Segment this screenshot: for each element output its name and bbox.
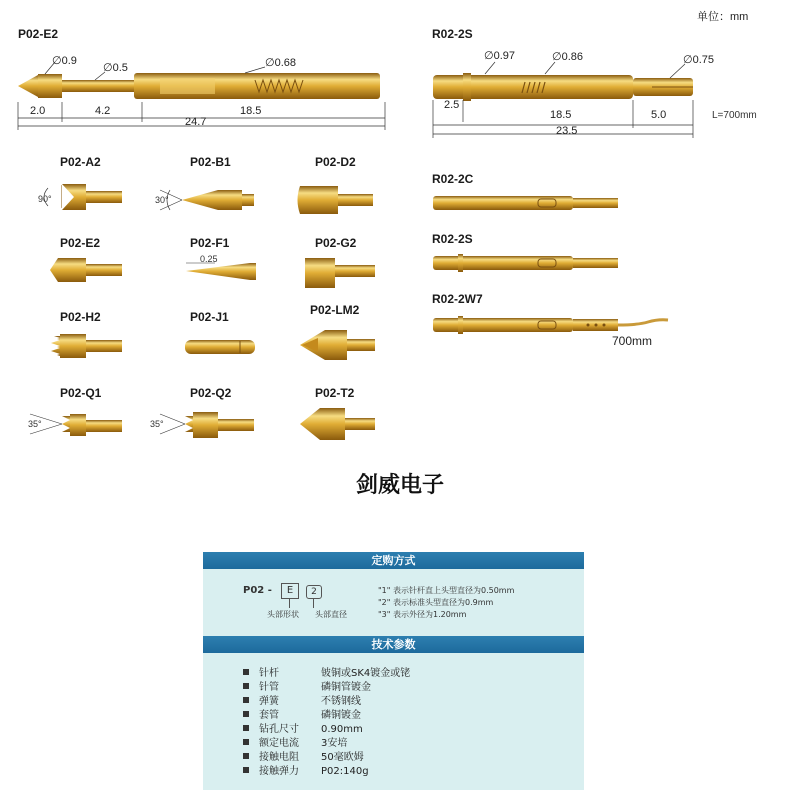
order-prefix: P02 - [243,585,272,596]
spec-row [243,762,369,776]
brand-title: 剑威电子 [355,473,444,498]
tip-b1-drawing [160,190,254,210]
spec-value: 3安培 [321,738,348,749]
spec-key: 钻孔尺寸 [259,724,299,735]
tip-label-d2: P02-D2 [315,155,356,169]
spec-value: 不锈钢线 [321,696,361,707]
spec-row [243,734,347,748]
tip-angle-b1: 30° [155,195,169,205]
wire-note: 700mm [612,334,653,348]
r02-2w7-drawing [433,316,668,334]
main-probe-title: P02-E2 [18,27,59,41]
receptacle-len-a: 2.5 [444,99,460,111]
spec-key: 针管 [259,682,279,693]
bullet-icon [243,739,249,745]
spec-value: 磷铜镀金 [321,710,361,721]
spec-key: 针杆 [259,668,279,679]
receptacle-len-b: 18.5 [550,109,572,121]
tip-label-j1: P02-J1 [190,310,229,324]
spec-key: 额定电流 [259,738,299,749]
order-note-3: "3" 表示外径为1.20mm [378,610,467,619]
tip-label-t2: P02-T2 [315,386,355,400]
spec-key: 接触弹力 [259,766,299,777]
tip-label-q1: P02-Q1 [60,386,102,400]
receptacle-label-2s: R02-2S [432,232,473,246]
order-note-2: "2" 表示标准头型直径为0.9mm [378,598,494,607]
tip-angle-f1: 0.25 [200,254,218,264]
tip-label-q2: P02-Q2 [190,386,232,400]
bullet-icon [243,697,249,703]
receptacle-label-2c: R02-2C [432,172,474,186]
len-a-label: 2.0 [30,105,46,117]
receptacle-dia-c: ∅0.75 [683,54,714,66]
len-b-label: 4.2 [95,105,111,117]
unit-label: 单位：mm [697,11,749,23]
bullet-icon [243,725,249,731]
receptacle-dia-a: ∅0.97 [484,50,515,62]
order-code-letter: E [281,583,299,599]
tip-h2-drawing [48,334,122,358]
dia-tip-label: ∅0.9 [52,55,77,67]
len-c-label: 18.5 [240,105,262,117]
spec-key: 套管 [259,710,279,721]
tip-q2-drawing [160,412,254,438]
spec-row [243,748,364,762]
wire-length-label: L=700mm [712,110,757,121]
bullet-icon [243,683,249,689]
specs-header [203,636,584,653]
spec-value: 磷铜管镀金 [321,682,371,693]
tip-j1-drawing [185,340,255,354]
r02-2s-drawing [433,254,618,272]
bullet-icon [243,767,249,773]
spec-key: 接触电阻 [259,752,299,763]
tip-label-a2: P02-A2 [60,155,101,169]
ordering-header [203,552,584,569]
tip-label-h2: P02-H2 [60,310,101,324]
receptacle-dia-b: ∅0.86 [552,51,583,63]
code-leader-1 [289,598,290,608]
bullet-icon [243,753,249,759]
receptacle-len-total: 23.5 [556,125,578,137]
tip-label-b1: P02-B1 [190,155,231,169]
tip-label-f1: P02-F1 [190,236,230,250]
label-head-dia: 头部直径 [315,610,347,619]
receptacle-title: R02-2S [432,27,473,41]
spec-value: 0.90mm [321,724,363,735]
tip-label-e2: P02-E2 [60,236,101,250]
len-total-label: 24.7 [185,116,207,128]
tip-angle-q1: 35° [28,419,42,429]
bullet-icon [243,711,249,717]
tip-q1-drawing [30,414,122,436]
tip-lm2-drawing [300,330,375,360]
dia-mid-label: ∅0.5 [103,62,128,74]
order-code-num: 2 [306,585,322,599]
tip-angle-q2: 35° [150,419,164,429]
tip-label-g2: P02-G2 [315,236,357,250]
info-panel [203,552,584,790]
spec-row [243,720,363,734]
tip-angle-a2: 90° [38,194,52,204]
bullet-icon [243,669,249,675]
tip-e2-drawing [50,258,122,282]
receptacle-len-c: 5.0 [651,109,667,121]
code-leader-2 [313,598,314,608]
spec-row [243,692,361,706]
spec-row [243,664,410,678]
order-note-1: "1" 表示针杆直上头型直径为0.50mm [378,586,515,595]
spec-row [243,706,361,720]
spec-value: 铍铜或SK4镀金或铑 [321,668,411,679]
spec-value: P02:140g [321,766,369,777]
tip-d2-drawing [298,186,374,214]
spec-value: 50毫欧姆 [321,752,364,763]
spec-key: 弹簧 [259,696,279,707]
ordering-title: 定购方式 [371,554,416,567]
tip-g2-drawing [305,258,375,288]
specs-title: 技术参数 [371,638,416,651]
tip-t2-drawing [300,408,375,440]
dia-body-label: ∅0.68 [265,57,296,69]
tip-a2-drawing [44,184,122,210]
tip-f1-drawing [186,263,256,280]
tip-label-lm2: P02-LM2 [310,303,360,317]
receptacle-label-2w7: R02-2W7 [432,292,483,306]
r02-2c-drawing [433,196,618,210]
spec-row [243,678,371,692]
label-head-shape: 头部形状 [267,610,299,619]
